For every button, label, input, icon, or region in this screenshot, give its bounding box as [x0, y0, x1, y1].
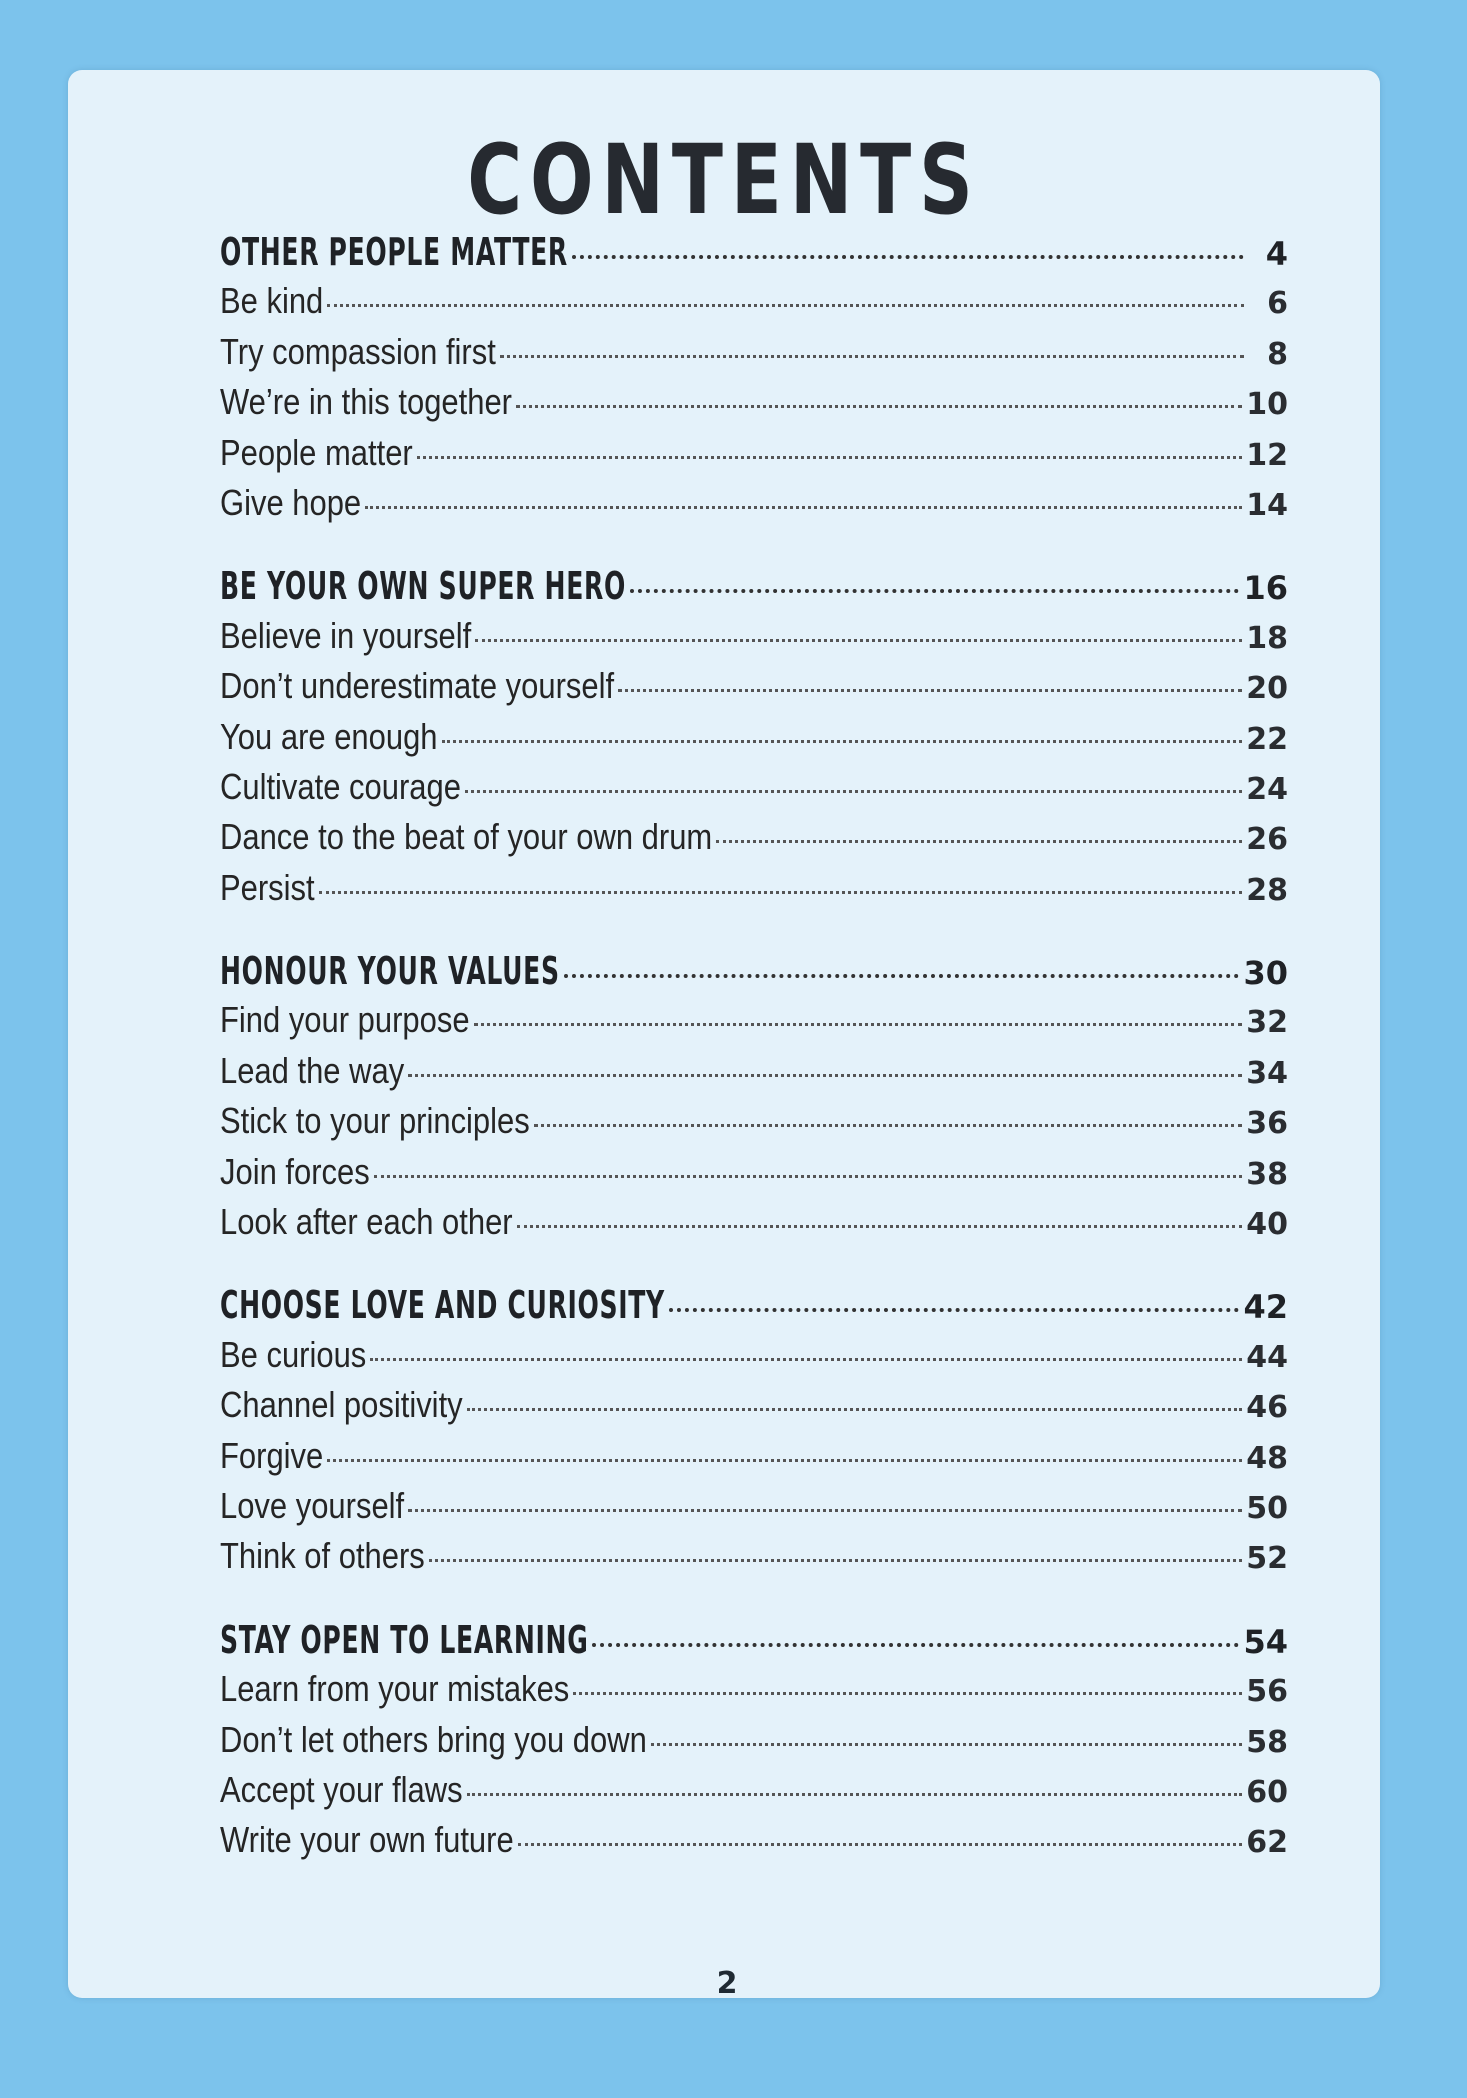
entry-page-number: 28 [1246, 872, 1288, 908]
toc-label-wrap [220, 280, 323, 322]
dot-leader [474, 1022, 1243, 1026]
dot-leader [592, 1642, 1239, 1647]
entry-label: Lead the way [220, 1049, 405, 1091]
entry-page-number: 8 [1267, 336, 1288, 372]
entry-page-number: 14 [1246, 487, 1288, 523]
toc-entry [220, 1435, 1288, 1485]
dot-leader [467, 1792, 1243, 1796]
toc-label-wrap [220, 1384, 463, 1426]
entry-label: Accept your flaws [220, 1768, 463, 1810]
toc-label-wrap [220, 331, 496, 373]
toc-label-wrap [220, 1485, 404, 1527]
dot-leader [467, 1407, 1243, 1411]
entry-label: Try compassion first [220, 330, 496, 372]
section-heading-label: CHOOSE LOVE AND CURIOSITY [220, 1283, 665, 1328]
toc-section [220, 1618, 1288, 1870]
toc-entry [220, 665, 1288, 715]
section-heading-label: HONOUR YOUR VALUES [220, 949, 560, 994]
dot-leader [465, 789, 1242, 793]
dot-leader [442, 739, 1243, 743]
toc-entry [220, 1535, 1288, 1585]
section-page-number: 42 [1243, 1288, 1288, 1327]
entry-label: You are enough [220, 715, 438, 757]
toc-entry [220, 1668, 1288, 1718]
toc-entry [220, 1719, 1288, 1769]
entry-page-number: 38 [1246, 1156, 1288, 1192]
dot-leader [669, 1307, 1240, 1312]
dot-leader [534, 1123, 1243, 1127]
toc-label-wrap [220, 482, 361, 524]
page-number: 2 [716, 1966, 738, 2001]
dot-leader [429, 1558, 1242, 1562]
toc-label-wrap [220, 615, 471, 657]
toc-label-wrap [220, 1618, 588, 1662]
entry-label: Join forces [220, 1150, 370, 1192]
entry-page-number: 46 [1246, 1390, 1288, 1426]
toc-label-wrap [220, 230, 568, 274]
section-heading-label: BE YOUR OWN SUPER HERO [220, 564, 626, 609]
toc-entry [220, 999, 1288, 1049]
dot-leader [516, 404, 1242, 408]
toc-label-wrap [220, 1668, 569, 1710]
toc-section-heading [220, 564, 1288, 614]
dot-leader [651, 1742, 1242, 1746]
toc-entry [220, 816, 1288, 866]
dot-leader [327, 1458, 1242, 1462]
toc-label-wrap [220, 1100, 530, 1142]
toc-entry [220, 1769, 1288, 1819]
dot-leader [500, 354, 1244, 358]
entry-page-number: 52 [1246, 1541, 1288, 1577]
toc-label-wrap [220, 1283, 665, 1327]
toc-label-wrap [220, 381, 512, 423]
dot-leader [716, 839, 1242, 843]
toc-entry [220, 280, 1288, 330]
toc-label-wrap [220, 1535, 425, 1577]
entry-page-number: 26 [1246, 822, 1288, 858]
page-title: CONTENTS [467, 124, 981, 236]
toc-section-heading [220, 1283, 1288, 1333]
entry-page-number: 58 [1246, 1724, 1288, 1760]
dot-leader [365, 505, 1242, 509]
page-number-tab [692, 2018, 898, 2098]
toc-entry [220, 615, 1288, 665]
toc-label-wrap [220, 766, 461, 808]
toc-label-wrap [220, 999, 470, 1041]
entry-label: People matter [220, 431, 413, 473]
toc-entry [220, 381, 1288, 431]
toc-label-wrap [220, 816, 712, 858]
entry-page-number: 34 [1246, 1055, 1288, 1091]
entry-page-number: 22 [1246, 721, 1288, 757]
entry-label: Write your own future [220, 1819, 514, 1861]
dot-leader [475, 638, 1242, 642]
entry-label: Be kind [220, 280, 324, 322]
toc-label-wrap [220, 1050, 404, 1092]
section-heading-label: STAY OPEN TO LEARNING [220, 1617, 589, 1662]
dot-leader [408, 1508, 1242, 1512]
entry-label: Don’t underestimate yourself [220, 665, 615, 707]
entry-label: Dance to the beat of your own drum [220, 816, 713, 858]
entry-label: Be curious [220, 1333, 367, 1375]
toc-label-wrap [220, 867, 315, 909]
toc-label-wrap [220, 564, 626, 608]
entry-label: Find your purpose [220, 999, 470, 1041]
dot-leader [618, 688, 1242, 692]
entry-label: Cultivate courage [220, 765, 461, 807]
entry-page-number: 44 [1246, 1339, 1288, 1375]
entry-label: Give hope [220, 481, 362, 523]
toc-entry [220, 1100, 1288, 1150]
entry-page-number: 12 [1246, 437, 1288, 473]
section-heading-label: OTHER PEOPLE MATTER [220, 230, 568, 274]
toc-entry [220, 867, 1288, 917]
entry-page-number: 10 [1246, 387, 1288, 423]
entry-label: Love yourself [220, 1484, 405, 1526]
toc-label-wrap [220, 1201, 513, 1243]
toc-label-wrap [220, 716, 438, 758]
section-page-number: 4 [1265, 235, 1288, 273]
toc-label-wrap [220, 1334, 366, 1376]
dot-leader [517, 1224, 1243, 1228]
dot-leader [518, 1842, 1243, 1846]
toc-section [220, 230, 1288, 532]
section-page-number: 16 [1243, 569, 1288, 608]
entry-label: We’re in this together [220, 381, 512, 423]
entry-page-number: 40 [1246, 1207, 1288, 1243]
toc-label-wrap [220, 1769, 463, 1811]
entry-page-number: 60 [1246, 1774, 1288, 1810]
entry-page-number: 56 [1246, 1674, 1288, 1710]
toc-label-wrap [220, 1719, 647, 1761]
table-of-contents [220, 230, 1288, 1902]
entry-page-number: 50 [1246, 1490, 1288, 1526]
entry-page-number: 20 [1246, 671, 1288, 707]
entry-page-number: 6 [1267, 286, 1288, 322]
toc-entry [220, 482, 1288, 532]
entry-page-number: 62 [1246, 1825, 1288, 1861]
toc-entry [220, 432, 1288, 482]
toc-label-wrap [220, 665, 614, 707]
entry-page-number: 36 [1246, 1106, 1288, 1142]
toc-label-wrap [220, 1435, 323, 1477]
toc-entry [220, 1050, 1288, 1100]
entry-label: Persist [220, 866, 315, 908]
entry-label: Learn from your mistakes [220, 1668, 570, 1710]
entry-page-number: 48 [1246, 1440, 1288, 1476]
entry-page-number: 24 [1246, 771, 1288, 807]
toc-entry [220, 1151, 1288, 1201]
dot-leader [408, 1073, 1242, 1077]
toc-entry [220, 1334, 1288, 1384]
toc-entry [220, 766, 1288, 816]
toc-entry [220, 1485, 1288, 1535]
toc-entry [220, 331, 1288, 381]
dot-leader [319, 890, 1243, 894]
toc-label-wrap [220, 1151, 370, 1193]
entry-label: Think of others [220, 1535, 425, 1577]
toc-label-wrap [220, 949, 560, 993]
entry-label: Don’t let others bring you down [220, 1718, 647, 1760]
toc-section [220, 564, 1288, 917]
dot-leader [573, 1691, 1242, 1695]
toc-entry [220, 1384, 1288, 1434]
entry-label: Stick to your principles [220, 1100, 530, 1142]
contents-page [68, 70, 1380, 1998]
section-page-number: 30 [1243, 954, 1288, 993]
dot-leader [370, 1357, 1242, 1361]
entry-page-number: 18 [1246, 620, 1288, 656]
dot-leader [564, 973, 1240, 978]
entry-label: Believe in yourself [220, 614, 472, 656]
toc-entry [220, 1201, 1288, 1251]
entry-label: Look after each other [220, 1201, 513, 1243]
dot-leader [630, 588, 1240, 593]
dot-leader [417, 455, 1243, 459]
toc-label-wrap [220, 432, 413, 474]
toc-label-wrap [220, 1819, 514, 1861]
toc-section-heading [220, 230, 1288, 280]
toc-section [220, 949, 1288, 1251]
entry-page-number: 32 [1246, 1005, 1288, 1041]
toc-section-heading [220, 1618, 1288, 1668]
entry-label: Channel positivity [220, 1384, 463, 1426]
entry-label: Forgive [220, 1434, 324, 1476]
toc-entry [220, 1819, 1288, 1869]
toc-section-heading [220, 949, 1288, 999]
toc-entry [220, 716, 1288, 766]
section-page-number: 54 [1243, 1622, 1288, 1661]
toc-section [220, 1283, 1288, 1585]
dot-leader [327, 303, 1244, 307]
dot-leader [572, 254, 1244, 259]
dot-leader [374, 1174, 1243, 1178]
